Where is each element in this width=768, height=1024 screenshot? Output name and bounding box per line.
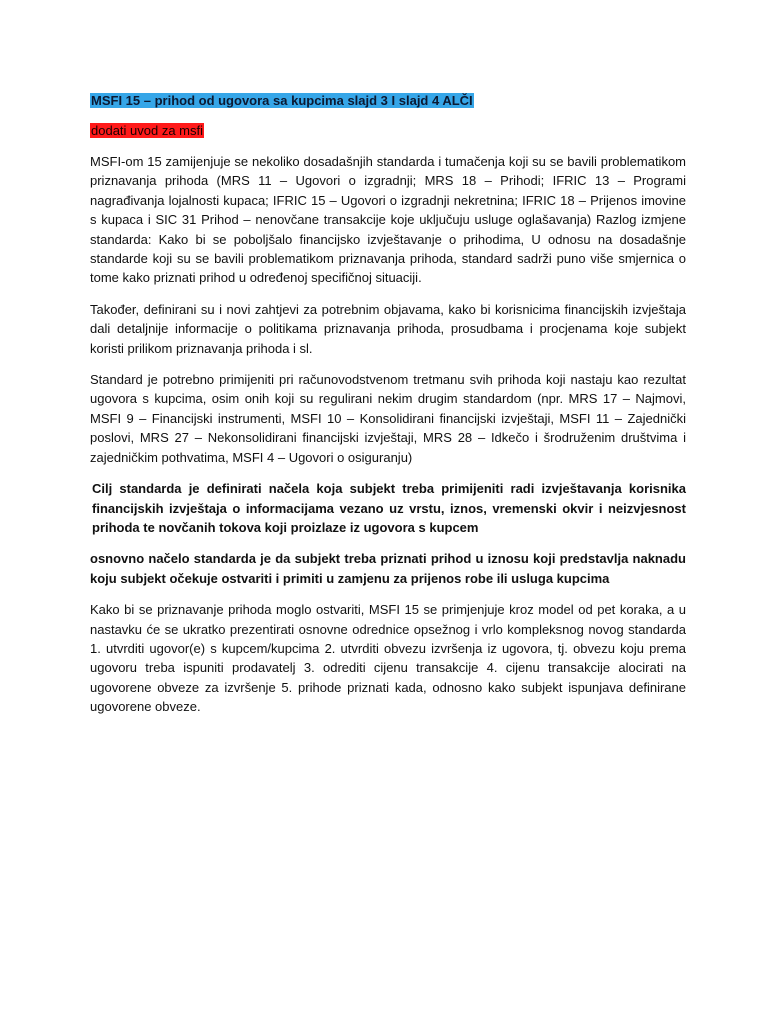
note-highlight: dodati uvod za msfi — [91, 123, 204, 138]
paragraph-objective: Cilj standarda je definirati načela koja subjekt treba primijeniti radi izvještavanja korisnika financijskih izvještaja o informacijama vezano uz vrstu, iznos, vremenski okvir i neizvjesnost prihoda te novčanih tokova koji proizlaze iz ugovora s kupcem — [92, 481, 686, 535]
document-title — [90, 92, 686, 110]
paragraph-replacement: MSFI-om 15 zamijenjuje se nekoliko dosadašnjih standarda i tumačenja koji su se bavili problematikom priznavanja prihoda (MRS 11 – Ugovori o izgradnji; MRS 18 – Prihodi; IFRIC 13 – Programi nagrađivanja lojalnosti kupaca; IFRIC 15 – Ugovori o izgradnji nekretnina; IFRIC 18 – Prijenos imovine s kupaca i SIC 31 Prihod – nenovčane transakcije koje uključuju usluge oglašavanja) Razlog izmjene standarda: Kako bi se poboljšalo financijsko izvještavanje o prihodima, U odnosu na dosadašnje standarde koji su se bavili problematikom priznavanja prihoda, standard sadrži puno više smjernica o tome kako priznati prihod u određenoj specifičnoj situaciji. — [90, 154, 686, 286]
editor-note — [90, 122, 686, 140]
paragraph-five-steps: Kako bi se priznavanje prihoda moglo ostvariti, MSFI 15 se primjenjuje kroz model od pet koraka, a u nastavku će se ukratko prezentirati osnovne odrednice opsežnog i vrlo kompleksnog novog standarda 1. utvrditi ugovor(e) s kupcem/kupcima 2. utvrditi obvezu izvršenja iz ugovora, tj. obvezu koju prema ugovoru treba ispuniti prodavatelj 3. odrediti cijenu transakcije 4. cijenu transakcije alocirati na ugovorene obveze za izvršenje 5. prihode priznati kada, odnosno kako subjekt ispunjava definirane ugovorene obveze. — [90, 602, 686, 715]
paragraph-scope: Standard je potrebno primijeniti pri računovodstvenom tretmanu svih prihoda koji nastaju kao rezultat ugovora s kupcima, osim onih koji su regulirani nekim drugim standardom (npr. MRS 17 – Najmovi, MSFI 9 – Financijski instrumenti, MSFI 10 – Konsolidirani financijski izvještaji, MSFI 11 – Zajednički poslovi, MRS 27 – Nekonsolidirani financijski izvještaji, MRS 28 – Idkečo i šrodruženim društvima i zajedničkim pothvatima, MSFI 4 – Ugovori o osiguranju) — [90, 372, 686, 465]
paragraph-disclosures: Također, definirani su i novi zahtjevi za potrebnim objavama, kako bi korisnicima financijskih izvještaja dali detaljnije informacije o politikama priznavanja prihoda, prosudbama i procjenama koje subjekt koristi prilikom priznavanja prihoda i sl. — [90, 301, 686, 356]
title-highlight: MSFI 15 – prihod od ugovora sa kupcima slajd 3 I slajd 4 ALČI — [91, 93, 473, 108]
paragraph-core-principle: osnovno načelo standarda je da subjekt treba priznati prihod u iznosu koji predstavlja naknadu koju subjekt očekuje ostvariti i primiti u zamjenu za prijenos robe ili usluga kupcima — [90, 551, 686, 586]
